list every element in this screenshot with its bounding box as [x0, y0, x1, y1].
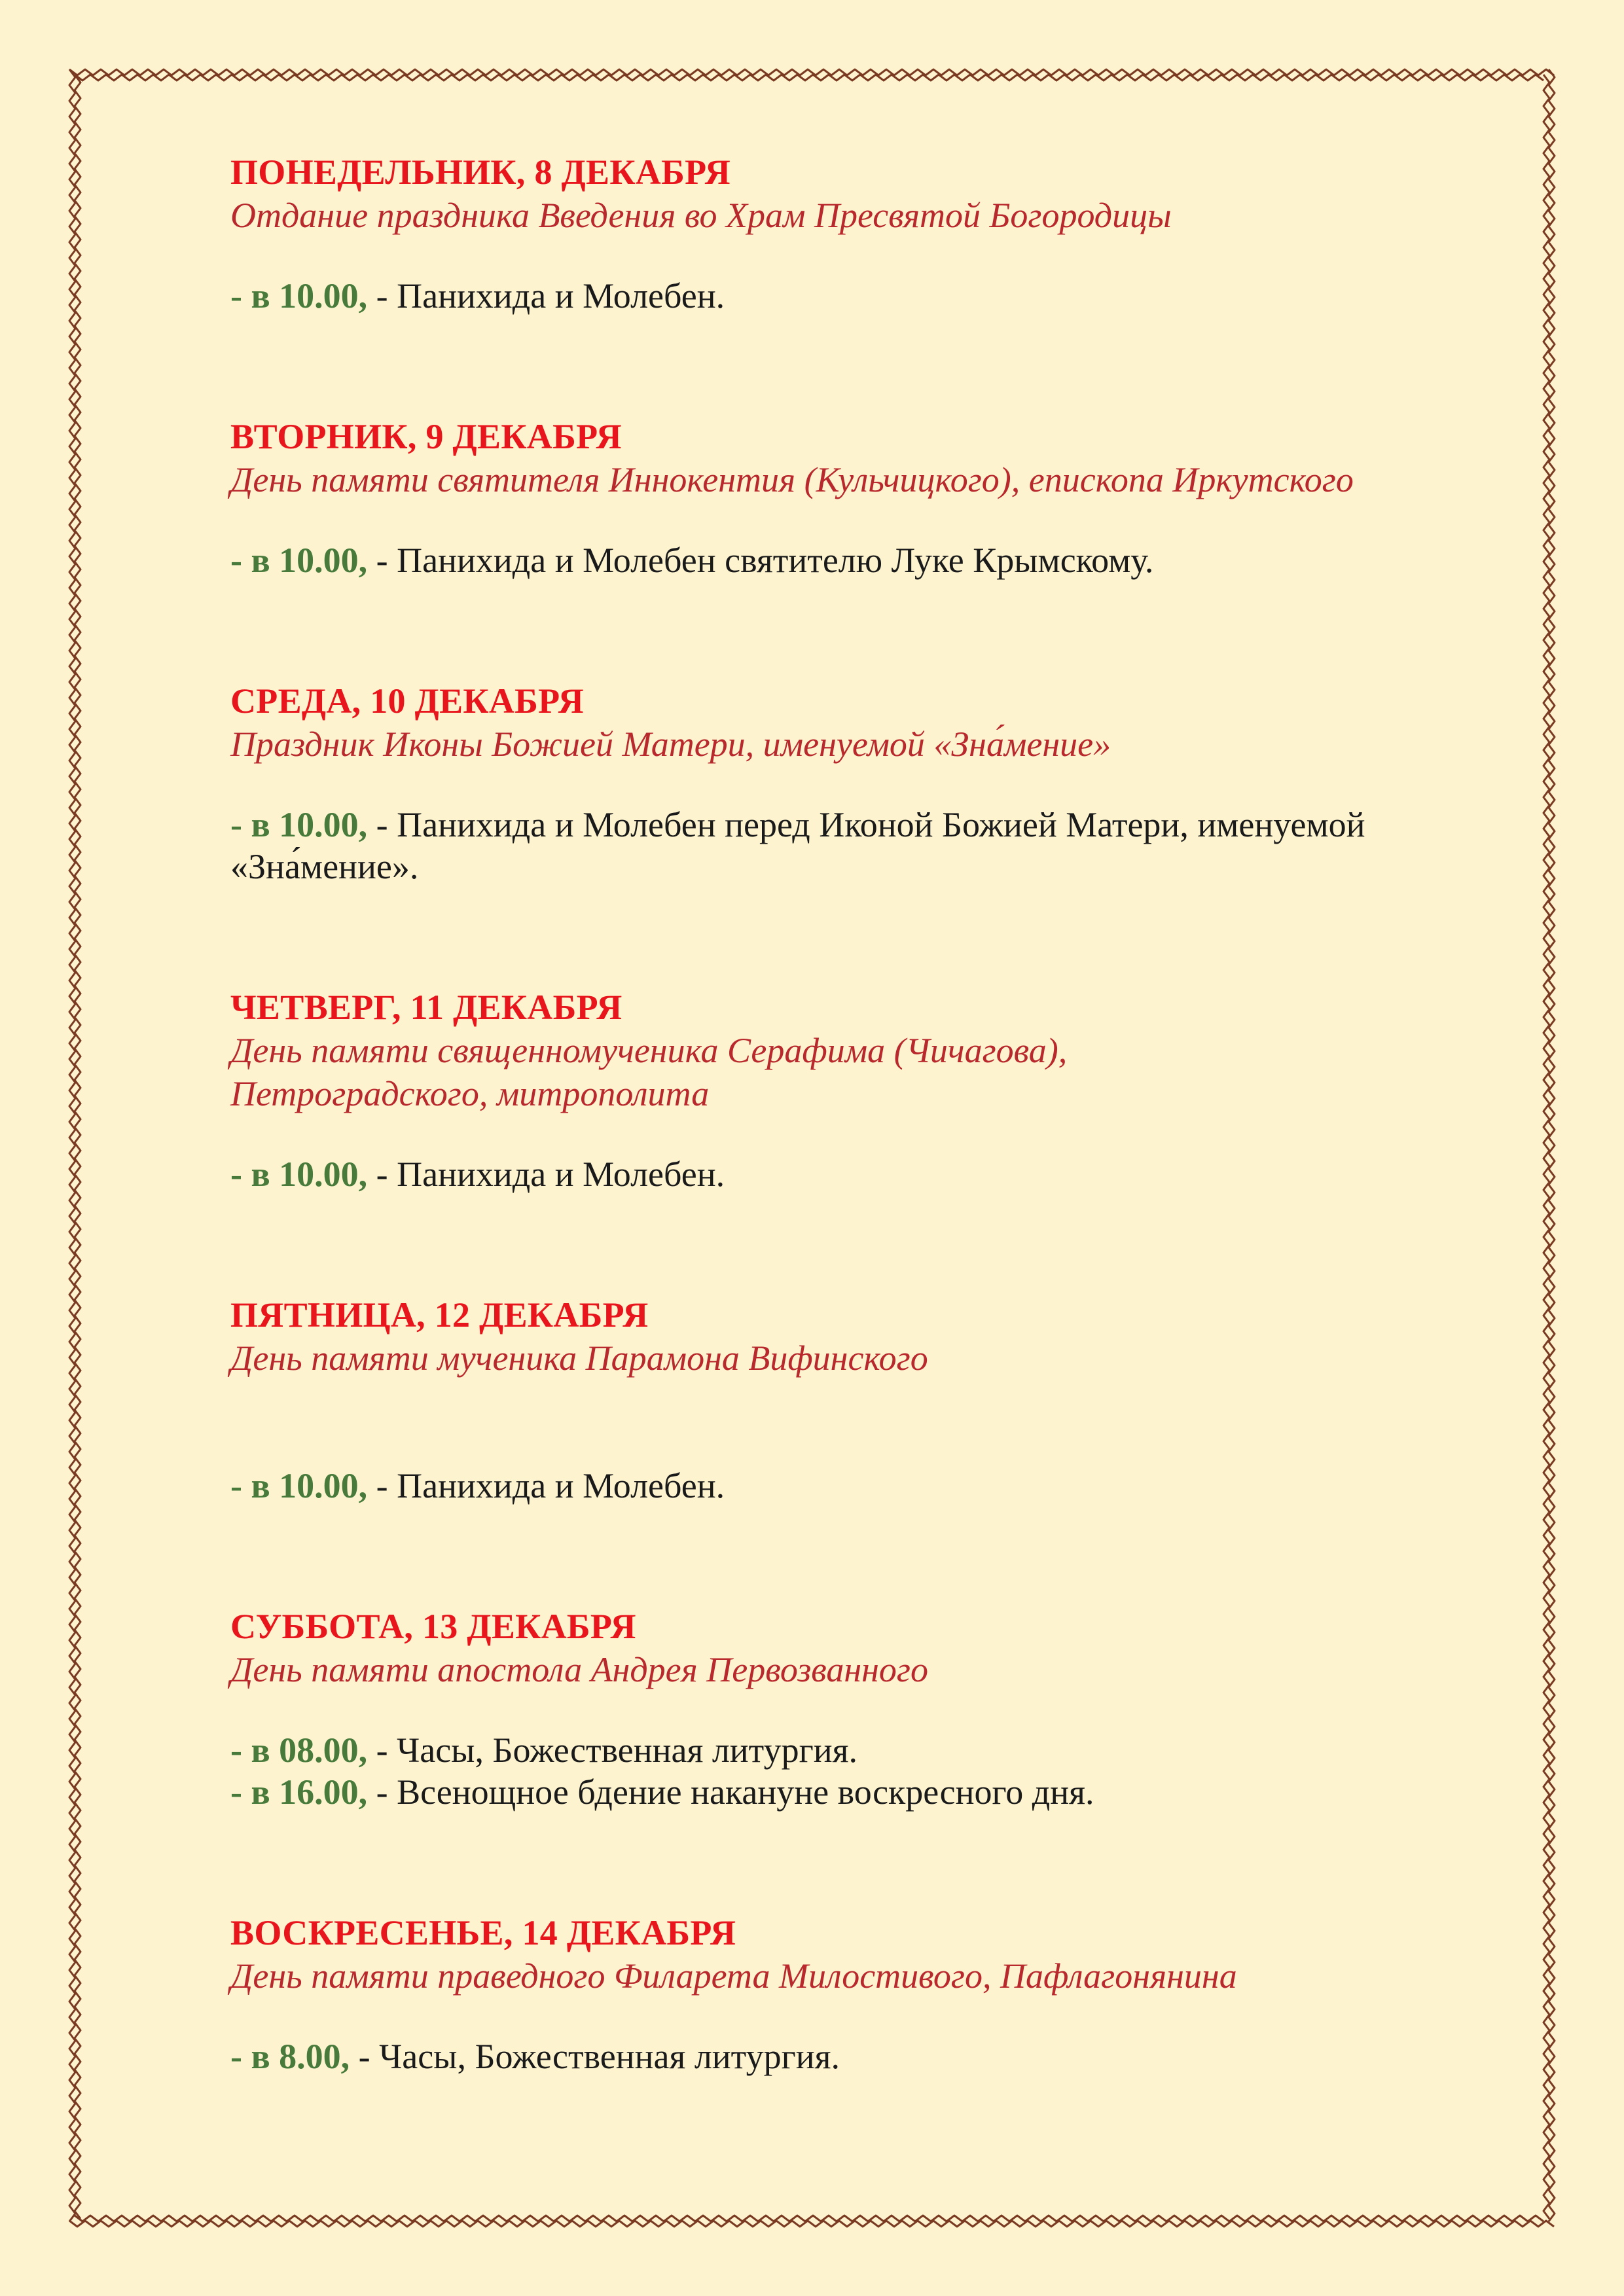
service-item — [230, 1729, 1513, 1771]
day-wednesday — [230, 679, 1513, 888]
service-list — [230, 1465, 1513, 1507]
day-title: СРЕДА, 10 ДЕКАБРЯ — [230, 681, 585, 721]
service-text: - Панихида и Молебен. — [367, 1466, 725, 1505]
service-list — [230, 275, 1513, 317]
day-title: ЧЕТВЕРГ, 11 ДЕКАБРЯ — [230, 988, 623, 1027]
service-item — [230, 1771, 1513, 1813]
service-time: - в 16.00, — [230, 1772, 368, 1812]
border-zigzag — [69, 2221, 1554, 2227]
service-item — [230, 1465, 1513, 1507]
day-title: ВТОРНИК, 9 ДЕКАБРЯ — [230, 417, 622, 456]
service-list — [230, 2036, 1513, 2077]
day-sunday — [230, 1911, 1513, 2077]
day-tuesday — [230, 415, 1513, 581]
day-subtitle: День памяти апостола Андрея Первозванного — [230, 1650, 928, 1689]
day-title: ВОСКРЕСЕНЬЕ, 14 ДЕКАБРЯ — [230, 1913, 736, 1952]
service-item — [230, 804, 1513, 888]
border-zigzag — [1543, 75, 1549, 2219]
day-subtitle: День памяти священномученика Серафима (Чичагова), Петроградского, митрополита — [230, 1031, 1068, 1113]
service-list — [230, 1729, 1513, 1813]
service-text: - Часы, Божественная литургия. — [350, 2037, 840, 2076]
service-time: - в 08.00, — [230, 1731, 368, 1770]
day-saturday — [230, 1605, 1513, 1813]
service-text: - Панихида и Молебен. — [367, 1155, 725, 1194]
service-time: - в 10.00, — [230, 276, 368, 315]
service-text: - Панихида и Молебен. — [367, 276, 725, 315]
service-text: - Часы, Божественная литургия. — [367, 1731, 857, 1770]
day-title: ПОНЕДЕЛЬНИК, 8 ДЕКАБРЯ — [230, 152, 731, 192]
border-zigzag — [1549, 69, 1555, 2221]
service-text: - Панихида и Молебен святителю Луке Крымскому. — [367, 541, 1154, 580]
service-item — [230, 2036, 1513, 2077]
day-monday — [230, 151, 1513, 317]
service-item — [230, 275, 1513, 317]
day-thursday — [230, 986, 1513, 1195]
service-text: - Всенощное бдение накануне воскресного дня. — [367, 1772, 1094, 1812]
service-item — [230, 1153, 1513, 1195]
service-time: - в 10.00, — [230, 1155, 368, 1194]
service-time: - в 10.00, — [230, 805, 368, 844]
day-subtitle: День памяти мученика Парамона Вифинского — [230, 1338, 928, 1378]
border-zigzag — [69, 69, 75, 2221]
service-time: - в 10.00, — [230, 541, 368, 580]
day-subtitle: День памяти святителя Иннокентия (Кульчицкого), епископа Иркутского — [230, 460, 1354, 499]
day-subtitle: День памяти праведного Филарета Милостивого, Пафлагонянина — [230, 1956, 1237, 1996]
border-zigzag — [75, 75, 1543, 81]
service-list — [230, 804, 1513, 888]
service-list — [230, 1153, 1513, 1195]
day-subtitle: Отдание праздника Введения во Храм Пресвятой Богородицы — [230, 196, 1172, 235]
day-friday — [230, 1293, 1513, 1507]
schedule — [230, 151, 1513, 2176]
day-title: ПЯТНИЦА, 12 ДЕКАБРЯ — [230, 1295, 649, 1335]
day-title: СУББОТА, 13 ДЕКАБРЯ — [230, 1607, 636, 1646]
service-time: - в 10.00, — [230, 1466, 368, 1505]
service-time: - в 8.00, — [230, 2037, 350, 2076]
service-list — [230, 539, 1513, 581]
service-text: - Панихида и Молебен перед Иконой Божией Матери, именуемой «Зна́мение». — [230, 805, 1365, 886]
service-item — [230, 539, 1513, 581]
day-subtitle: Праздник Иконы Божией Матери, именуемой «Зна́мение» — [230, 725, 1111, 764]
